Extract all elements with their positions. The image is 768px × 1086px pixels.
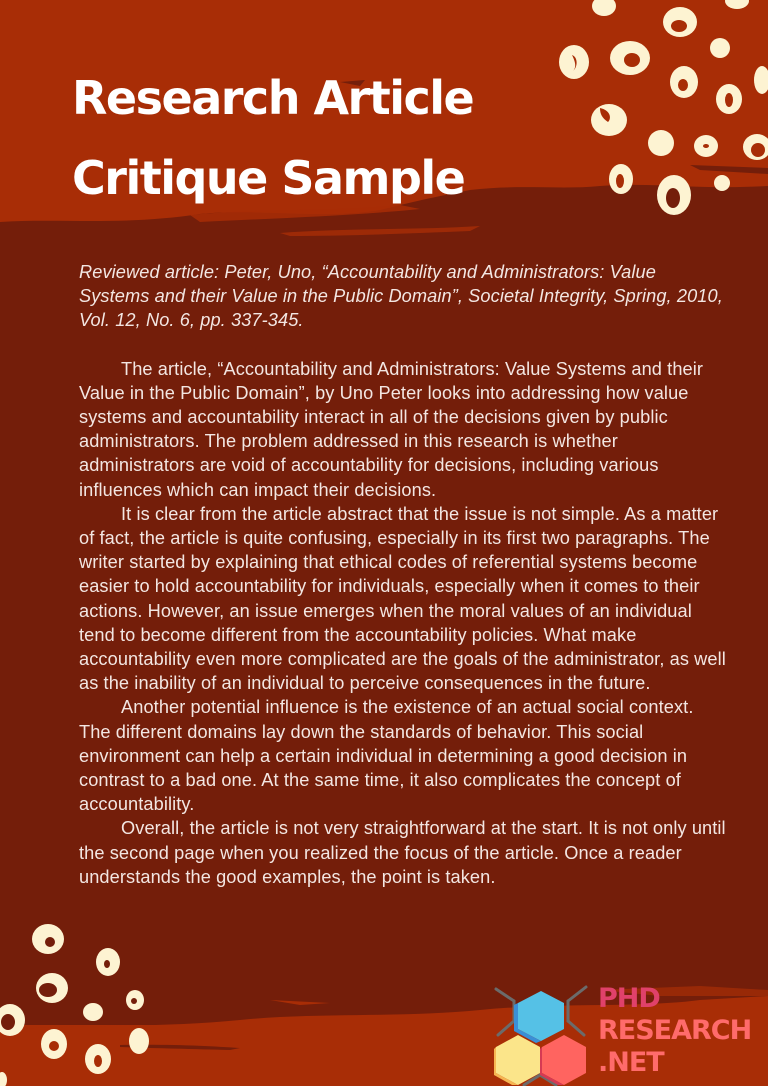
page-title xyxy=(72,58,473,218)
paragraph-1: The article, “Accountability and Administrators: Value Systems and their Value in the Public Domain”, by Uno Peter looks into addressing how value systems and accountability interact in all of the decisions given by public administrators. The problem addressed in this research is whether administrators are void of accountability for decisions, including various influences which can impact their decisions. xyxy=(79,358,704,500)
logo-wordmark xyxy=(598,983,751,1079)
article-body xyxy=(79,260,729,889)
logo-line-phd: PHD xyxy=(598,983,660,1014)
logo-line-net: .NET xyxy=(598,1047,664,1078)
paragraph-4: Overall, the article is not very straightforward at the start. It is not only until the second page when you realized the focus of the article. Once a reader understands the good examples, the point is taken. xyxy=(79,818,726,887)
dots-bottom-left xyxy=(0,924,149,1086)
phd-research-logo xyxy=(494,983,768,1086)
paragraph-2: It is clear from the article abstract that the issue is not simple. As a matter of fact, the article is quite confusing, especially in its first two paragraphs. The writer started by explaining that ethical codes of referential systems become easier to hold accountability for individuals, especially when it comes to their actions. However, an issue emerges when the moral values of an individual tend to become different from the accountability policies. What make accountability even more complicated are the goals of the administrator, as well as the inability of an individual to perceive consequences in the future. xyxy=(79,503,726,694)
paragraph-3: Another potential influence is the existence of an actual social context. The different domains lay down the standards of behavior. This social environment can help a certain individual in determining a good decision in contrast to a bad one. At the same time, it also complicates the concept of accountability. xyxy=(79,697,694,815)
dots-top-right xyxy=(559,0,768,215)
title-line-2: Critique Sample xyxy=(72,151,465,205)
title-line-1: Research Article xyxy=(72,71,474,125)
citation: Reviewed article: Peter, Uno, “Accountability and Administrators: Value Systems and their Value in the Public Domain”, Societal Integrity, Spring, 2010, Vol. 12, No. 6, pp. 337-345. xyxy=(79,262,723,331)
hexagon-molecule-icon xyxy=(494,983,598,1086)
logo-line-research: RESEARCH xyxy=(598,1015,752,1046)
